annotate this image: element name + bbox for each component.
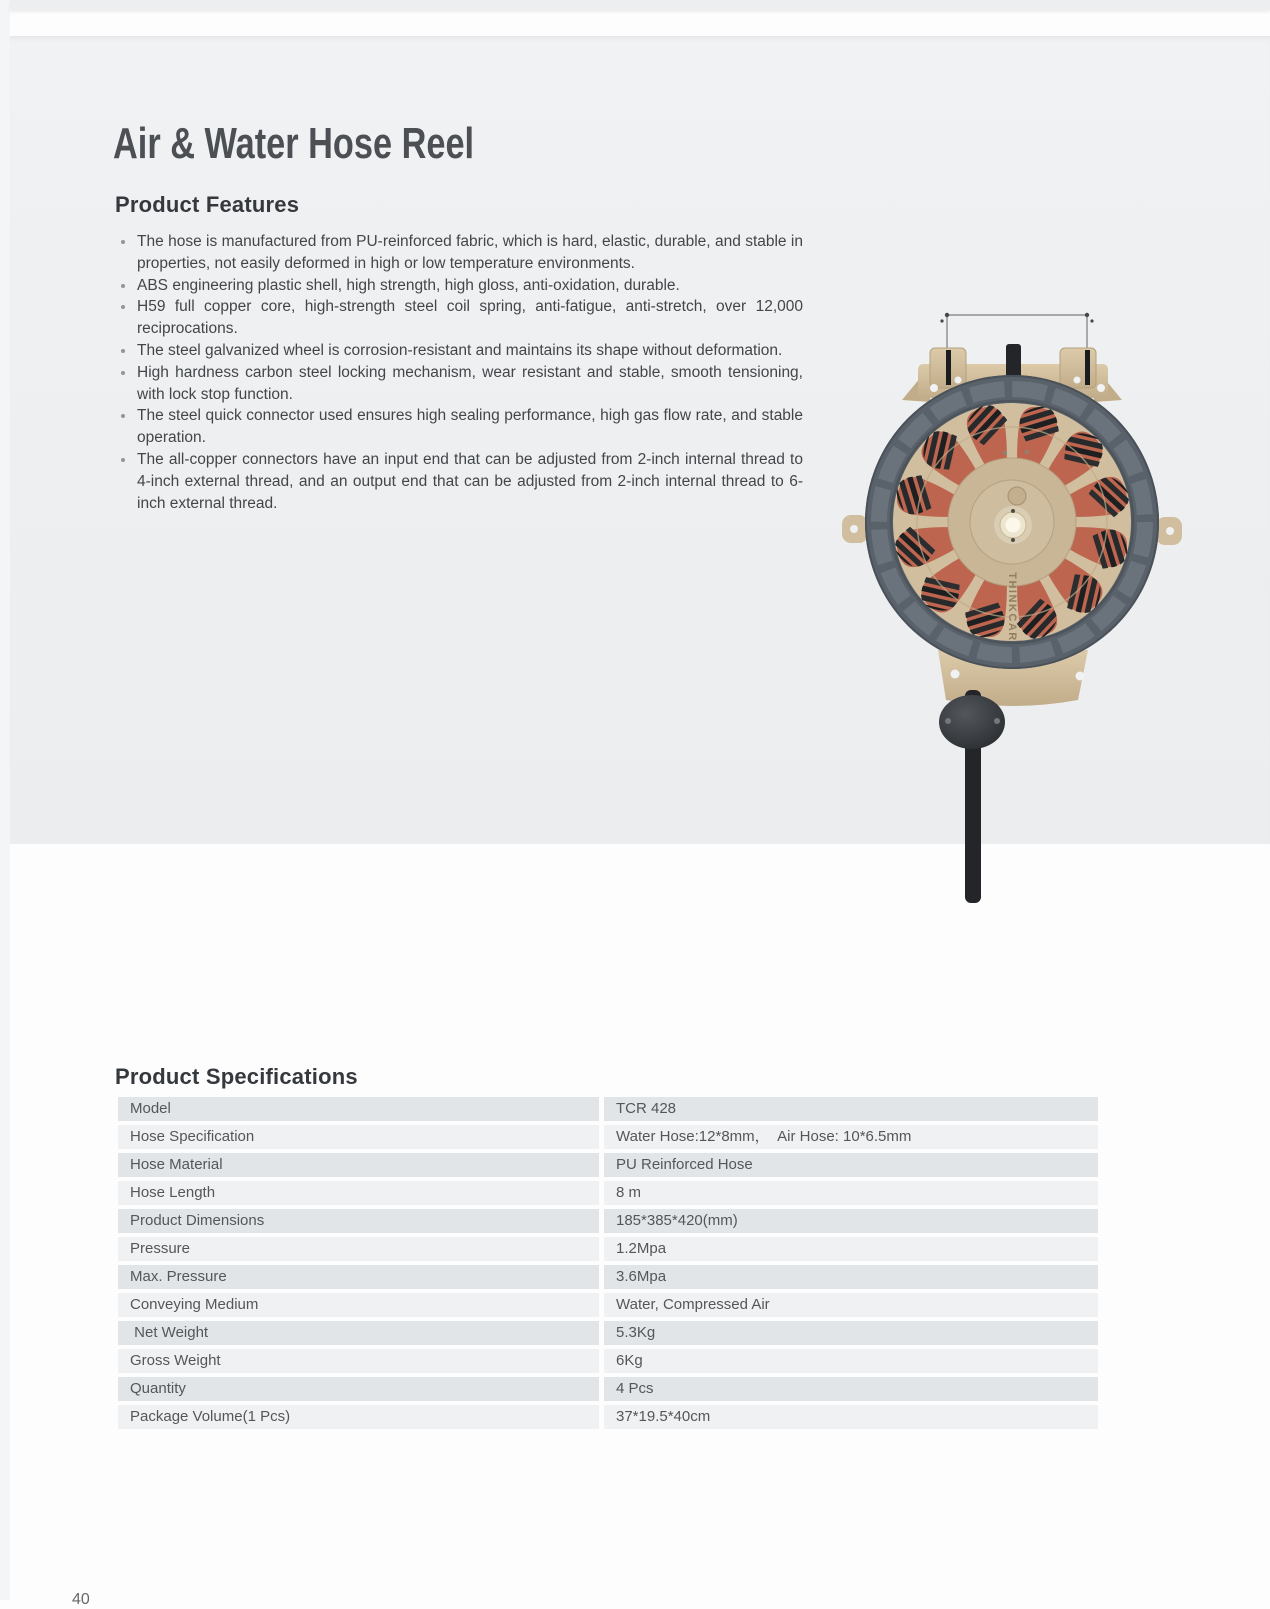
spec-label: Conveying Medium [118,1293,599,1317]
feature-item [115,275,803,297]
bullet-icon [121,371,125,375]
feature-item [115,362,803,406]
spec-label: Hose Length [118,1181,599,1205]
spec-row [118,1237,1098,1261]
hub-bolt [1008,487,1026,505]
spec-row [118,1321,1098,1345]
feature-item [115,449,803,514]
brand-text: THINKCAR [1006,572,1018,642]
feature-text: High hardness carbon steel locking mechanism, wear resistant and stable, smooth tensioning, with lock stop function. [137,363,803,403]
features-heading: Product Features [115,192,300,218]
spec-row [118,1349,1098,1373]
bullet-icon [121,284,125,288]
spec-value: 8 m [604,1181,1098,1205]
spec-row [118,1377,1098,1401]
spec-row [118,1265,1098,1289]
spec-label: Quantity [118,1377,599,1401]
bullet-icon [121,349,125,353]
page-title: Air & Water Hose Reel [113,119,475,169]
page-number: 40 [72,1591,90,1608]
spec-row [118,1097,1098,1121]
spec-label: Product Dimensions [118,1209,599,1233]
spec-row [118,1209,1098,1233]
spec-label: Net Weight [118,1321,599,1345]
hose-reel-product-image [830,300,1190,910]
feature-text: The all-copper connectors have an input end that can be adjusted from 2-inch internal thread to 4-inch external thread, and an output end that can be adjusted from 2-inch internal thread to 6-inch external thread. [137,450,803,512]
feature-item [115,340,803,362]
spec-label: Model [118,1097,599,1121]
bullet-icon [121,305,125,309]
feature-text: The steel quick connector used ensures high sealing performance, high gas flow rate, and stable operation. [137,407,803,447]
feature-item [115,231,803,275]
features-list [115,231,803,514]
feature-text: H59 full copper core, high-strength steel coil spring, anti-fatigue, anti-stretch, over 12,000 reciprocations. [137,298,803,338]
feature-item [115,296,803,340]
spec-value: 37*19.5*40cm [604,1405,1098,1429]
spec-row [118,1153,1098,1177]
spec-value: 4 Pcs [604,1377,1098,1401]
spec-label: Max. Pressure [118,1265,599,1289]
spec-row [118,1405,1098,1429]
spec-value: 5.3Kg [604,1321,1098,1345]
dimension-arrow-icon [940,313,1093,323]
spec-value: Water, Compressed Air [604,1293,1098,1317]
feature-text: ABS engineering plastic shell, high strength, high gloss, anti-oxidation, durable. [137,276,680,294]
spec-value: 6Kg [604,1349,1098,1373]
feature-text: The hose is manufactured from PU-reinforced fabric, which is hard, elastic, durable, and stable in properties, not easily deformed in high or low temperature environments. [137,233,803,272]
spec-row [118,1125,1098,1149]
spec-label: Hose Material [118,1153,599,1177]
viewer-left-gutter [0,0,10,1600]
feature-item [115,405,803,449]
specifications-heading: Product Specifications [115,1064,358,1090]
spec-label: Hose Specification [118,1125,599,1149]
spec-row [118,1181,1098,1205]
spec-value: 1.2Mpa [604,1237,1098,1261]
feature-text: The steel galvanized wheel is corrosion-resistant and maintains its shape without deformation. [137,341,783,359]
spec-value: 185*385*420(mm) [604,1209,1098,1233]
bullet-icon [121,458,125,462]
previous-page-edge [10,0,1270,10]
reel-wheel [865,375,1159,669]
spec-label: Pressure [118,1237,599,1261]
hose-ball-stop [939,695,1005,749]
center-button [994,506,1032,544]
spec-value: 3.6Mpa [604,1265,1098,1289]
spec-row [118,1293,1098,1317]
spec-value: PU Reinforced Hose [604,1153,1098,1177]
bullet-icon [121,240,125,244]
spec-value: TCR 428 [604,1097,1098,1121]
spec-value: Water Hose:12*8mm， Air Hose: 10*6.5mm [604,1125,1098,1149]
spec-table [118,1097,1098,1433]
bullet-icon [121,414,125,418]
spec-label: Gross Weight [118,1349,599,1373]
spec-label: Package Volume(1 Pcs) [118,1405,599,1429]
